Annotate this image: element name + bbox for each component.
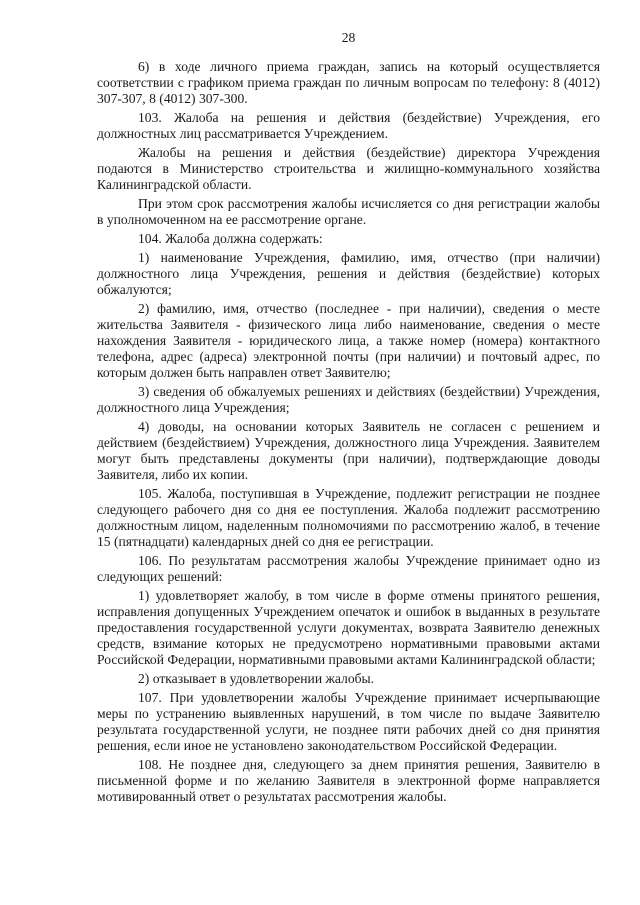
paragraph: Жалобы на решения и действия (бездействие) директора Учреждения подаются в Министерство строительства и жилищно-коммунального хозяйства Калининградской области.	[97, 145, 600, 192]
paragraph: 107. При удовлетворении жалобы Учреждение принимает исчерпывающие меры по устранению выявленных нарушений, в том числе по выдаче Заявителю результата государственной услуги, не позднее пяти рабочих дней со дня принятия решения, если иное не установлено законодательством Российской Федерации.	[97, 690, 600, 753]
paragraph: 108. Не позднее дня, следующего за днем принятия решения, Заявителю в письменной форме и по желанию Заявителя в электронной форме направляется мотивированный ответ о результатах рассмотрения жалобы.	[97, 757, 600, 804]
page-number: 28	[341, 30, 356, 45]
paragraph: 1) наименование Учреждения, фамилию, имя, отчество (при наличии) должностного лица Учреждения, решения и действия (бездействие) которых обжалуются;	[97, 250, 600, 297]
paragraph: 6) в ходе личного приема граждан, запись на который осуществляется соответствии с графиком приема граждан по личным вопросам по телефону: 8 (4012) 307-307, 8 (4012) 307-300.	[97, 59, 600, 106]
paragraph: 106. По результатам рассмотрения жалобы Учреждение принимает одно из следующих решений:	[97, 553, 600, 584]
paragraph: 2) отказывает в удовлетворении жалобы.	[138, 671, 375, 686]
paragraph: 103. Жалоба на решения и действия (бездействие) Учреждения, его должностных лиц рассматривается Учреждением.	[97, 110, 600, 141]
paragraph: 4) доводы, на основании которых Заявитель не согласен с решением и действием (бездействием) Учреждения, должностного лица Учреждения. Заявителем могут быть представлены документы (при наличии), подтверждающие доводы Заявителя, либо их копии.	[97, 419, 600, 482]
paragraph: 2) фамилию, имя, отчество (последнее - при наличии), сведения о месте жительства Заявителя - физического лица либо наименование, сведения о месте нахождения Заявителя - юридического лица, а также номер (номера) контактного телефона, адрес (адреса) электронной почты (при наличии) и почтовый адрес, по которым должен быть направлен ответ Заявителю;	[97, 301, 600, 380]
document-page	[97, 30, 600, 808]
paragraph: 105. Жалоба, поступившая в Учреждение, подлежит регистрации не позднее следующего рабочего дня со дня ее поступления. Жалоба подлежит рассмотрению должностным лицом, наделенным полномочиями по рассмотрению жалоб, в течение 15 (пятнадцати) календарных дней со дня ее регистрации.	[97, 486, 600, 549]
paragraph: 104. Жалоба должна содержать:	[138, 231, 323, 246]
paragraph: 1) удовлетворяет жалобу, в том числе в форме отмены принятого решения, исправления допущенных Учреждением опечаток и ошибок в выданных в результате предоставления государственной услуги документах, возврата Заявителю денежных средств, взимание которых не предусмотрено нормативными правовыми актами Российской Федерации, нормативными правовыми актами Калининградской области;	[97, 588, 600, 667]
paragraph: 3) сведения об обжалуемых решениях и действиях (бездействии) Учреждения, должностного лица Учреждения;	[97, 384, 600, 415]
paragraph: При этом срок рассмотрения жалобы исчисляется со дня регистрации жалобы в уполномоченном на ее рассмотрение органе.	[97, 196, 600, 227]
